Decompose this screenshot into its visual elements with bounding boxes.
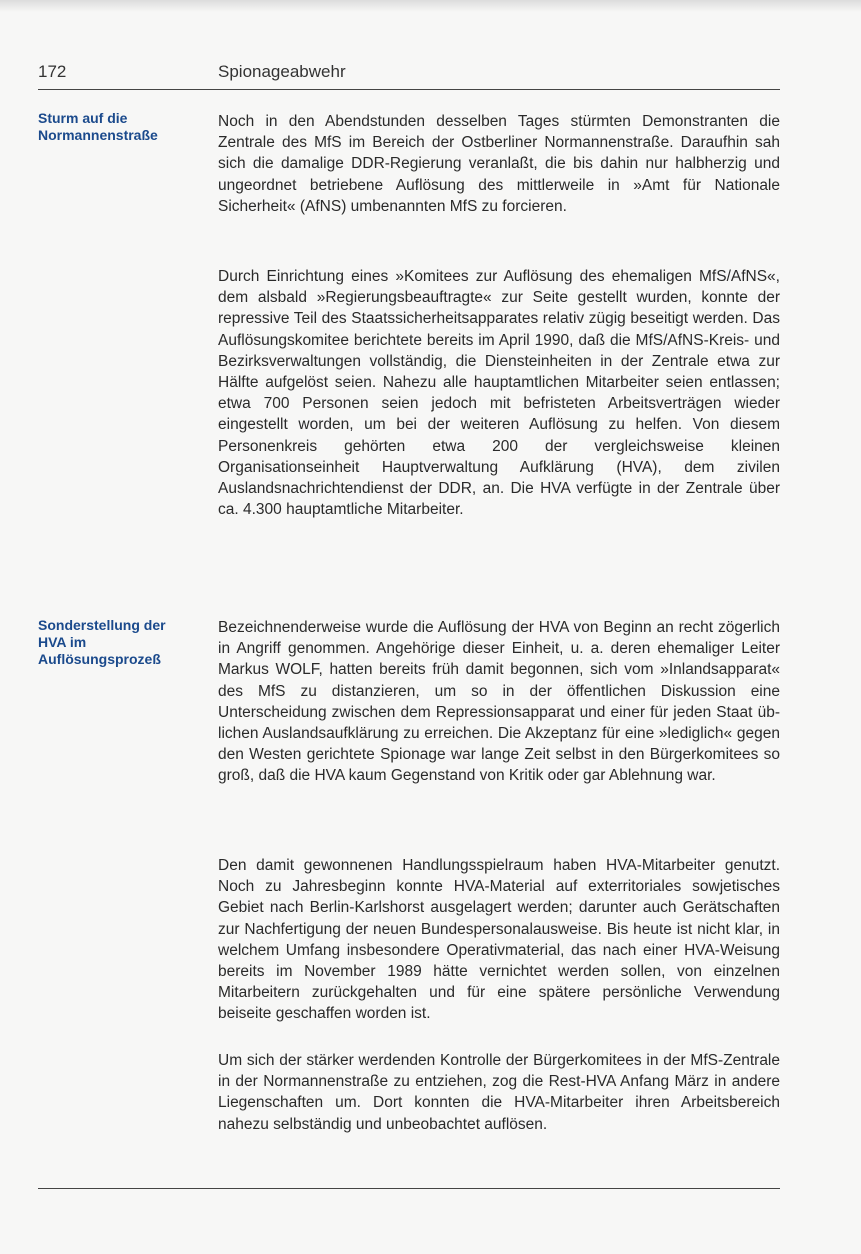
page-edge-shadow [0, 0, 861, 12]
margin-note: Sturm auf die Normannenstraße [38, 110, 158, 143]
body-paragraph: Den damit gewonnenen Handlungsspielraum haben HVA-Mitarbeiter genutzt. Noch zu Jahresbeginn konnte HVA-Material auf exterritoriales sowjetisches Gebiet nach Berlin-Karlshorst ausgelagert werden; darunter auch Gerätschaften zur Nachfertigung der neuen Bundespersonalausweise. Bis heute ist nicht klar, in welchem Umfang insbesondere Operativmaterial, das nach einer HVA-Weisung bereits im November 1989 hätte vernichtet werden sollen, von einzelnen Mitarbeitern zurückgehalten und für eine spätere persönliche Verwendung beiseite geschaffen worden ist. [218, 857, 780, 1023]
body-paragraph: Durch Einrichtung eines »Komitees zur Auflösung des ehemaligen MfS/AfNS«, dem alsbald »Regierungsbeauftragte« zur Seite gestellt wurden, konnte der repressive Teil des Staatssicherheitsapparates relativ zügig beseitigt werden. Das Auflösungskomitee berichtete bereits im April 1990, daß die MfS/AfNS-Kreis- und Bezirksverwaltungen vollständig, die Diensteinheiten in der Zentrale etwa zur Hälfte aufgelöst seien. Nahezu alle hauptamtlichen Mitarbeiter seien entlassen; etwa 700 Personen seien jedoch mit befristeten Arbeitsverträgen wieder eingestellt worden, um bei der weiteren Auflösung zu helfen. Von diesem Personenkreis gehörten etwa 200 der vergleichsweise kleinen Organisationseinheit Hauptverwaltung Aufklärung (HVA), dem zivilen Auslandsnachrichtendienst der DDR, an. Die HVA verfügte in der Zentrale über ca. 4.300 hauptamtliche Mitarbeiter. [218, 268, 780, 519]
header-rule [38, 89, 780, 90]
body-paragraph: Um sich der stärker werdenden Kontrolle der Bürgerkomitees in der MfS-Zentrale in der Normannenstraße zu entziehen, zog die Rest-HVA Anfang März in andere Liegenschaften um. Dort konnten die HVA-Mitarbeiter ihren Arbeitsbereich nahezu selbständig und unbeobachtet auflösen. [218, 1052, 780, 1133]
running-title: Spionageabwehr [218, 62, 346, 81]
margin-note: Sonderstellung der HVA im Auflösungsprozeß [38, 617, 166, 667]
page-number: 172 [38, 62, 67, 81]
running-header [38, 62, 780, 86]
body-paragraph: Noch in den Abendstunden desselben Tages stürmten Demonstranten die Zentrale des MfS im Bereich der Ostberliner Normannenstraße. Daraufhin sah sich die damalige DDR-Regierung veranlaßt, die bis dahin nur halbherzig und ungeordnet betriebene Auflösung des mittlerweile in »Amt für Nationale Sicherheit« (AfNS) umbenannten MfS zu forcieren. [218, 113, 780, 215]
body-paragraph: Bezeichnenderweise wurde die Auflösung der HVA von Beginn an recht zögerlich in Angriff genommen. Angehörige dieser Einheit, u. a. deren ehemaliger Leiter Markus WOLF, hatten bereits früh damit begonnen, sich vom »Inlandsapparat« des MfS zu distanzieren, um so in der öffentlichen Diskussion eine Unterscheidung zwischen dem Repressionsapparat und einer für jeden Staat üblichen Auslandsaufklärung zu erreichen. Die Akzeptanz für eine »lediglich« gegen den Westen gerichtete Spionage war lange Zeit selbst in den Bürgerkomitees so groß, daß die HVA kaum Gegenstand von Kritik oder gar Ablehnung war. [218, 619, 780, 785]
footer-rule [38, 1188, 780, 1189]
